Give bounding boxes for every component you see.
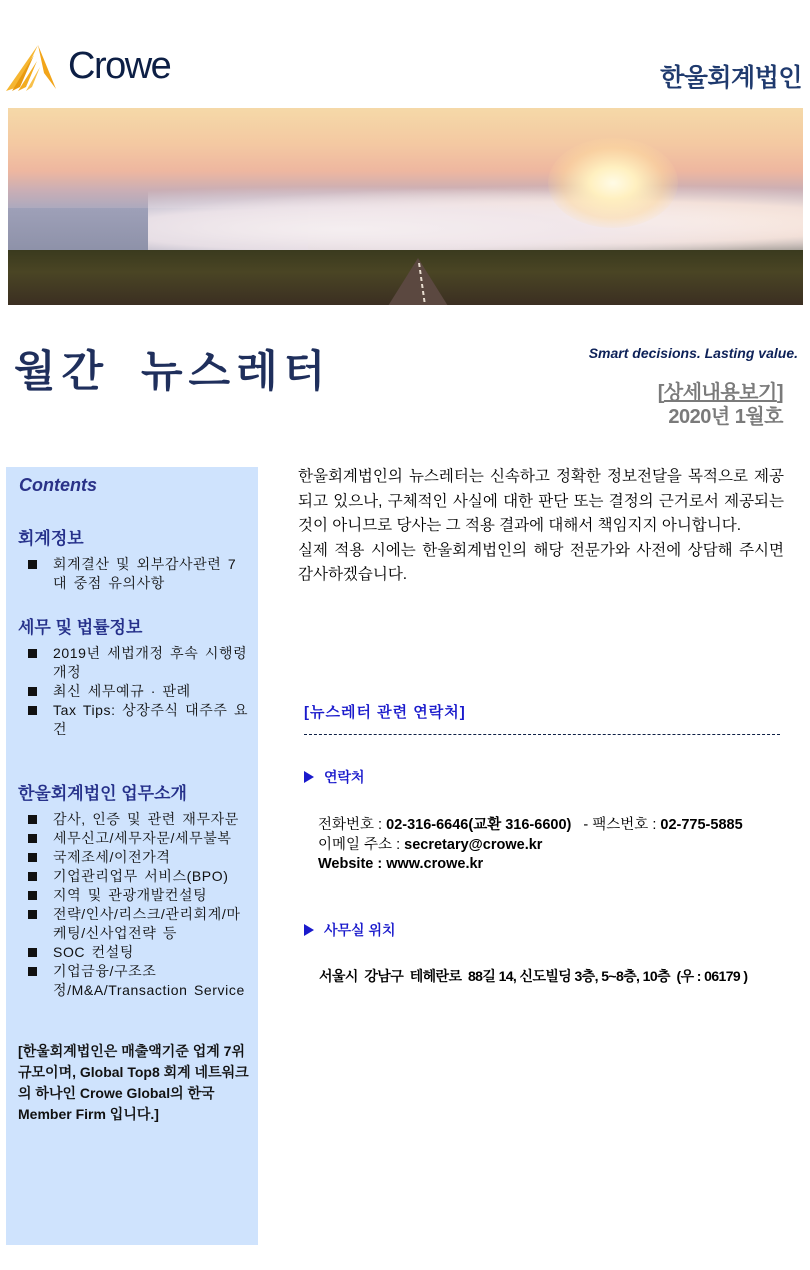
square-bullet-icon xyxy=(28,649,37,658)
logo-text: Crowe xyxy=(68,44,171,87)
square-bullet-icon xyxy=(28,948,37,957)
square-bullet-icon xyxy=(28,815,37,824)
square-bullet-icon xyxy=(28,910,37,919)
tax-legal-list xyxy=(28,644,250,739)
list-item[interactable]: 2019년 세법개정 후속 시행령개정 xyxy=(28,644,250,682)
services-list xyxy=(28,810,250,1000)
square-bullet-icon xyxy=(28,560,37,569)
triangle-right-icon xyxy=(304,771,314,783)
firm-note: [한울회계법인은 매출액기준 업계 7위 규모이며, Global Top8 회계 네트워크의 하나인 Crowe Global의 한국 Member Firm 입니다.] xyxy=(18,1043,249,1122)
contact-subheading: 연락처 xyxy=(304,767,365,787)
list-item[interactable]: 최신 세무예규 · 판례 xyxy=(28,682,250,701)
phone-line: 전화번호 : 02-316-6646(교환 316-6600) - 팩스번호 : 02-775-5885 xyxy=(318,817,743,833)
section-title-services: 한울회계법인 업무소개 xyxy=(18,784,187,803)
tagline: Smart decisions. Lasting value. xyxy=(588,345,798,361)
detail-view-label[interactable]: 상세내용보기 xyxy=(663,382,777,404)
page-title: 월간 뉴스레터 xyxy=(14,348,332,396)
disclaimer-text xyxy=(298,465,784,588)
triangle-right-icon xyxy=(304,924,314,936)
crowe-logo[interactable] xyxy=(4,42,174,94)
disclaimer-paragraph: 실제 적용 시에는 한울회계법인의 해당 전문가와 사전에 상담해 주시면 감사하겠습니다. xyxy=(298,541,784,583)
square-bullet-icon xyxy=(28,706,37,715)
office-subheading: 사무실 위치 xyxy=(304,920,396,940)
email-line: 이메일 주소 : secretary@crowe.kr xyxy=(318,836,543,853)
disclaimer-paragraph: 한울회계법인의 뉴스레터는 신속하고 정확한 정보전달을 목적으로 제공되고 있으나, 구체적인 사실에 대한 판단 또는 결정의 근거로서 제공되는 것이 아니므로 당사는 그 적용 결과에 대해서 책임지지 아니합니다. xyxy=(298,468,784,534)
website-line: Website : www.crowe.kr xyxy=(318,856,484,872)
section-title-tax-legal: 세무 및 법률정보 xyxy=(18,618,143,637)
list-item[interactable]: SOC 컨설팅 xyxy=(28,943,250,962)
accounting-list xyxy=(28,555,250,593)
section-title-accounting: 회계정보 xyxy=(18,529,84,548)
list-item[interactable]: 국제조세/이전가격 xyxy=(28,848,250,867)
square-bullet-icon xyxy=(28,687,37,696)
banner-image xyxy=(8,108,803,305)
office-address: 서울시 강남구 테헤란로 88길 14, 신도빌딩 3층, 5~8층, 10층 (우 : 06179 ) xyxy=(319,968,748,984)
bracket-open: [ xyxy=(657,382,664,404)
issue-date: 2020년 1월호 xyxy=(668,406,783,428)
contents-sidebar xyxy=(6,467,258,1245)
list-item[interactable]: 회계결산 및 외부감사관련 7대 중점 유의사항 xyxy=(28,555,250,593)
list-item[interactable]: 지역 및 관광개발컨설팅 xyxy=(28,886,250,905)
square-bullet-icon xyxy=(28,872,37,881)
firm-name: 한울회계법인 xyxy=(660,64,802,92)
banner-sun xyxy=(548,138,678,228)
phone-number[interactable]: 02-316-6646(교환 316-6600) xyxy=(386,817,572,833)
contents-heading: Contents xyxy=(19,475,97,495)
email-link[interactable]: secretary@crowe.kr xyxy=(404,836,543,853)
list-item[interactable]: Tax Tips: 상장주식 대주주 요건 xyxy=(28,701,250,739)
list-item[interactable]: 기업관리업무 서비스(BPO) xyxy=(28,867,250,886)
dashed-divider xyxy=(304,734,780,735)
square-bullet-icon xyxy=(28,967,37,976)
crowe-mountain-icon xyxy=(4,43,58,93)
square-bullet-icon xyxy=(28,891,37,900)
banner-clouds xyxy=(148,186,803,258)
website-link[interactable]: www.crowe.kr xyxy=(386,856,484,872)
contact-details xyxy=(318,816,743,875)
list-item[interactable]: 기업금융/구조조정/M&A/Transaction Service xyxy=(28,962,250,1000)
fax-number: 02-775-5885 xyxy=(660,817,743,833)
list-item[interactable]: 감사, 인증 및 관련 재무자문 xyxy=(28,810,250,829)
bracket-close: ] xyxy=(776,382,783,404)
contact-heading: [뉴스레터 관련 연락처] xyxy=(304,704,466,721)
list-item[interactable]: 전략/인사/리스크/관리회계/마케팅/신사업전략 등 xyxy=(28,905,250,943)
square-bullet-icon xyxy=(28,853,37,862)
square-bullet-icon xyxy=(28,834,37,843)
list-item[interactable]: 세무신고/세무자문/세무불복 xyxy=(28,829,250,848)
